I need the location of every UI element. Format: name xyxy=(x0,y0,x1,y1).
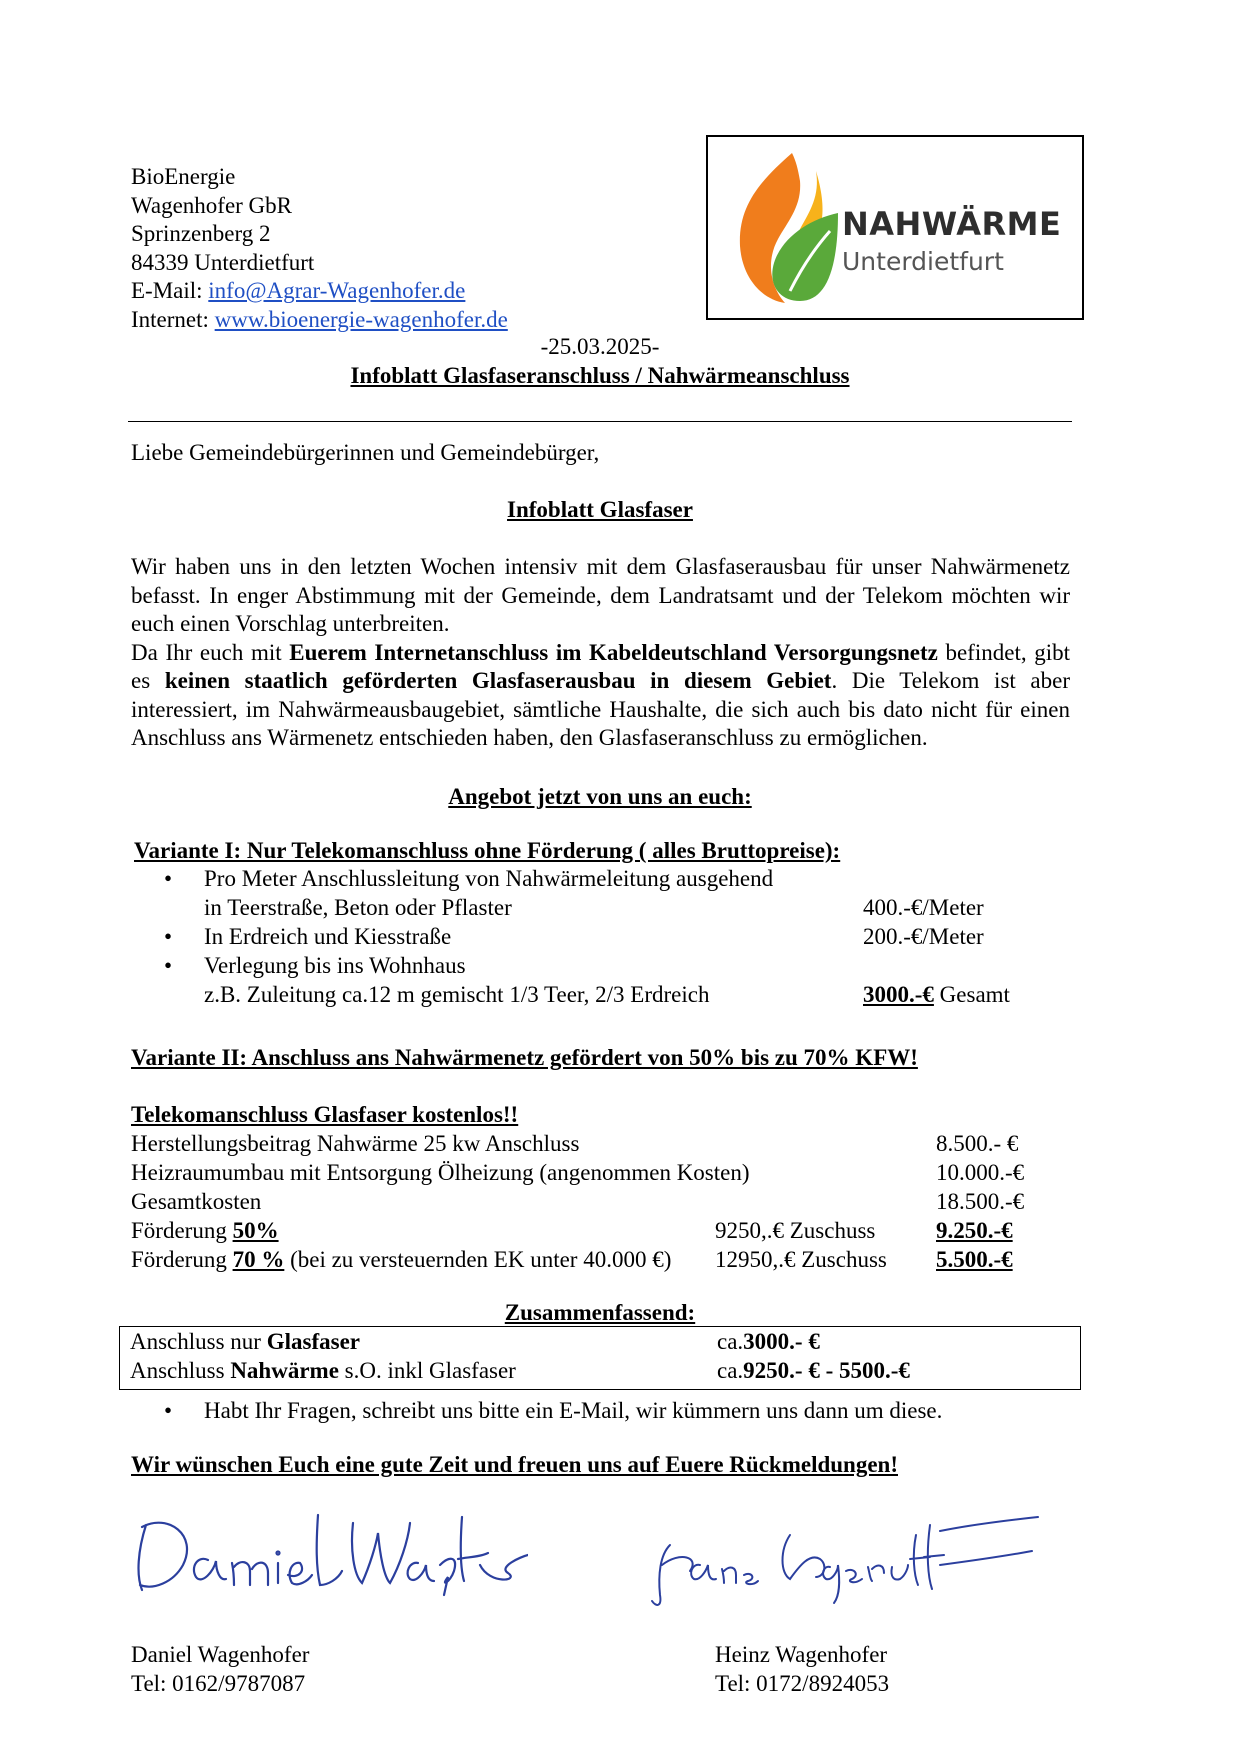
signature-daniel xyxy=(128,1505,528,1600)
variant1-item1-price: 400.-€/Meter xyxy=(863,895,984,920)
summary-text: s.O. inkl Glasfaser xyxy=(338,1358,516,1383)
summary-value-glasfaser xyxy=(717,1329,820,1355)
subsidy-note: (bei zu versteuernden EK unter 40.000 €) xyxy=(284,1247,672,1272)
subsidy-amount: 12950,.€ Zuschuss xyxy=(715,1247,887,1272)
subsidy-amount: 9250,.€ Zuschuss xyxy=(715,1218,876,1243)
subsidy-label: Förderung xyxy=(131,1218,233,1243)
text-run: befindet, gibt es xyxy=(131,639,1070,693)
variant2-title: Variante II: Anschluss ans Nahwärmenetz gefördert von 50% bis zu 70% KFW! xyxy=(131,1045,918,1070)
signer-daniel xyxy=(131,1640,309,1698)
internet-label: Internet: xyxy=(131,306,215,332)
variant1-item1-line1: Pro Meter Anschlussleitung von Nahwärmeleitung ausgehend xyxy=(204,866,774,891)
summary-value-prefix: ca. xyxy=(717,1329,744,1354)
signer-phone: Tel: 0162/9787087 xyxy=(131,1671,306,1696)
summary-text: Anschluss xyxy=(130,1358,231,1383)
cost-row-label: Gesamtkosten xyxy=(131,1189,262,1214)
signer-name: Heinz Wagenhofer xyxy=(715,1642,888,1667)
summary-text: Anschluss nur xyxy=(130,1329,267,1354)
variant1-item3-suffix: Gesamt xyxy=(933,982,1010,1007)
summary-value-nahwaerme xyxy=(717,1358,910,1384)
cost-row-value: 10.000.-€ xyxy=(936,1160,1025,1185)
variant1-item3-line1: Verlegung bis ins Wohnhaus xyxy=(204,953,466,978)
paragraph-text: Wir haben uns in den letzten Wochen intensiv mit dem Glasfaserausbau für unser Nahwärmenetz befasst. In enger Abstimmung mit der Gemeinde, dem Landratsamt und der Telekom möchten wir euch einen Vorschlag unterbreiten. xyxy=(131,554,1070,636)
costs-title: Telekomanschluss Glasfaser kostenlos!! xyxy=(131,1102,519,1127)
cost-row-value: 8.500.- € xyxy=(936,1131,1019,1156)
intro-paragraph xyxy=(131,553,1070,753)
text-run-bold: keinen staatlich geförderten Glasfaserausbau in diesem Gebiet xyxy=(164,668,832,693)
variant1-item2-price: 200.-€/Meter xyxy=(863,924,984,949)
variant1-item3-price: 3000.-€ xyxy=(863,982,934,1007)
email-label: E-Mail: xyxy=(131,278,209,303)
summary-box xyxy=(119,1326,1081,1390)
divider xyxy=(128,421,1072,422)
variant1-item2: In Erdreich und Kiesstraße xyxy=(204,924,452,949)
variant1-title: Variante I: Nur Telekomanschluss ohne Förderung ( alles Bruttopreise): xyxy=(134,838,841,863)
text-run: . Die Telekom ist aber interessiert, im Nahwärmeausbaugebiet, sämtliche Haushalte, die sich auch bis dato nicht für einen Anschluss ans Wärmenetz entschieden haben, den Glasfaseranschluss zu ermöglichen. xyxy=(131,668,1071,750)
logo-title: NAHWÄRME xyxy=(842,205,1062,243)
subsidy-row-70 xyxy=(131,1247,671,1273)
offer-title: Angebot jetzt von uns an euch: xyxy=(448,784,752,809)
summary-value: 3000.- € xyxy=(743,1329,820,1354)
summary-text-bold: Nahwärme xyxy=(230,1358,339,1383)
questions-note: Habt Ihr Fragen, schreibt uns bitte ein E-Mail, wir kümmern uns dann um diese. xyxy=(204,1398,943,1423)
document-title: Infoblatt Glasfaseranschluss / Nahwärmeanschluss xyxy=(350,363,850,388)
signer-phone: Tel: 0172/8924053 xyxy=(715,1671,890,1696)
variant1-item3-line2: z.B. Zuleitung ca.12 m gemischt 1/3 Teer, 2/3 Erdreich xyxy=(204,982,710,1007)
signer-heinz xyxy=(715,1640,889,1698)
summary-row-glasfaser xyxy=(130,1329,360,1355)
subsidy-label: Förderung xyxy=(131,1247,233,1272)
sender-email-line xyxy=(131,277,508,306)
sender-line: Wagenhofer GbR xyxy=(131,192,293,218)
summary-value: 9250.- € - 5500.-€ xyxy=(743,1358,910,1383)
summary-text-bold: Glasfaser xyxy=(266,1329,360,1354)
signer-name: Daniel Wagenhofer xyxy=(131,1642,310,1667)
sender-line: 84339 Unterdietfurt xyxy=(131,249,315,275)
text-run-bold: Euerem Internetanschluss im Kabeldeutschland Versorgungsnetz xyxy=(289,639,938,665)
sender-address xyxy=(131,163,508,334)
summary-value-prefix: ca. xyxy=(717,1358,744,1383)
cost-row-value: 18.500.-€ xyxy=(936,1189,1025,1214)
summary-title: Zusammenfassend: xyxy=(504,1300,696,1325)
flame-leaf-icon xyxy=(730,151,840,306)
greeting: Liebe Gemeindebürgerinnen und Gemeindebürger, xyxy=(131,440,600,465)
variant1-item1-line2: in Teerstraße, Beton oder Pflaster xyxy=(204,895,512,920)
section-title: Infoblatt Glasfaser xyxy=(507,497,693,522)
subsidy-row-50 xyxy=(131,1218,279,1244)
subsidy-result: 5.500.-€ xyxy=(936,1247,1013,1272)
website-link[interactable]: www.bioenergie-wagenhofer.de xyxy=(214,306,508,332)
paragraph-text xyxy=(131,639,1070,753)
document-date: -25.03.2025- xyxy=(540,334,660,359)
logo xyxy=(706,135,1084,320)
logo-subtitle: Unterdietfurt xyxy=(842,247,1004,276)
subsidy-percent: 70 % xyxy=(232,1247,285,1272)
variant1-item3-price-wrap xyxy=(863,982,1010,1008)
sender-internet-line xyxy=(131,306,508,335)
cost-row-label: Heizraumumbau mit Entsorgung Ölheizung (angenommen Kosten) xyxy=(131,1160,750,1185)
summary-row-nahwaerme xyxy=(130,1358,516,1384)
sender-line: BioEnergie xyxy=(131,164,236,189)
subsidy-percent: 50% xyxy=(232,1218,279,1243)
signature-heinz xyxy=(640,1495,1040,1615)
sender-line: Sprinzenberg 2 xyxy=(131,221,271,246)
subsidy-result: 9.250.-€ xyxy=(936,1218,1013,1243)
cost-row-label: Herstellungsbeitrag Nahwärme 25 kw Anschluss xyxy=(131,1131,580,1156)
closing-line: Wir wünschen Euch eine gute Zeit und freuen uns auf Euere Rückmeldungen! xyxy=(131,1452,898,1477)
text-run: Da Ihr euch mit xyxy=(131,639,290,665)
email-link[interactable]: info@Agrar-Wagenhofer.de xyxy=(208,278,466,303)
